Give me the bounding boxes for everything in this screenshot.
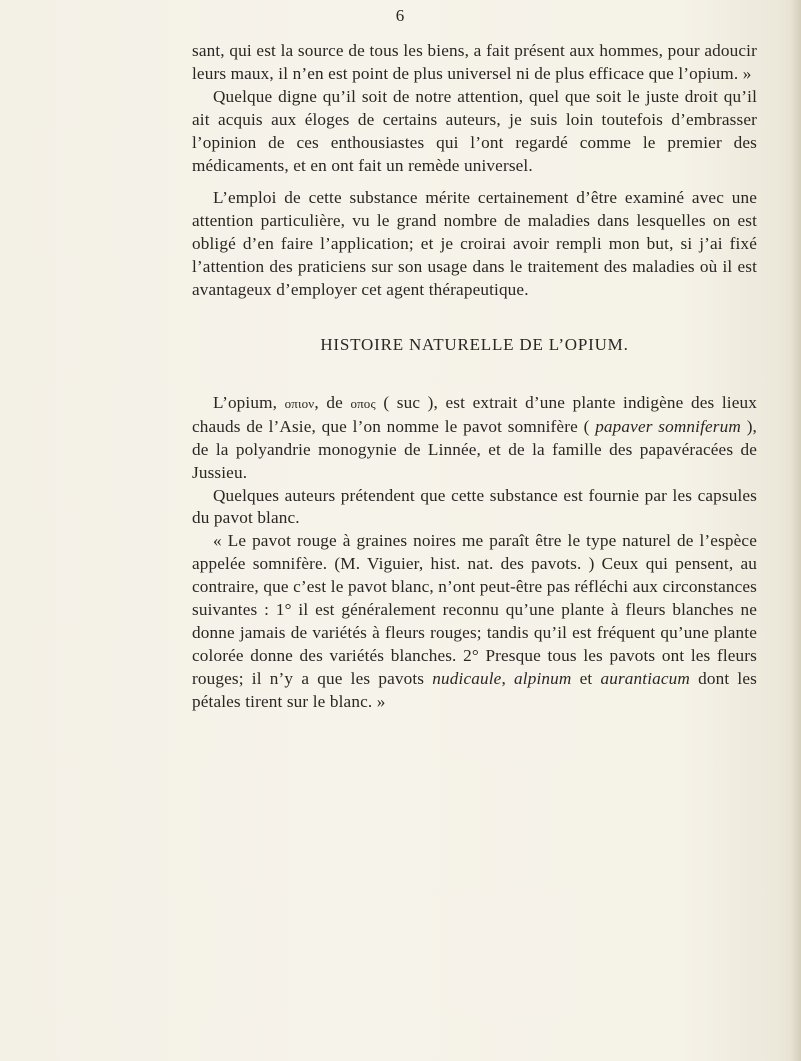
species-and: et	[579, 668, 593, 688]
species-alpinum: alpinum	[514, 668, 572, 688]
paragraph-emploi: L’emploi de cette substance mérite certainement d’être examiné avec une attention particulière, vu le grand nombre de maladies dans lesquelles on est obligé d’en faire l’application; et je croirai avoir rempli mon but, si j’ai fixé l’attention des praticiens sur son usage dans le traitement des maladies où il est avantageux d’employer cet agent thérapeutique.	[192, 188, 757, 300]
latin-name: papaver somniferum	[595, 416, 741, 436]
page-number: 6	[395, 6, 405, 25]
paragraph-opium-definition	[192, 392, 757, 485]
species-aurantiacum: aurantiacum	[600, 668, 690, 688]
page-edge-shadow	[791, 0, 801, 1061]
species-separator: ,	[501, 668, 506, 688]
greek-opos: οπος	[350, 395, 376, 411]
opium-text-d: ), de la polyandrie monogynie de Linnée, et de la famille des papavéracées de Jussieu.	[192, 416, 758, 482]
paragraph-capsules: Quelques auteurs prétendent que cette substance est fournie par les capsules du pavot blanc.	[192, 485, 757, 528]
pavot-text-b: dont les pétales tirent sur le blanc. »	[192, 668, 757, 711]
section-heading: HISTOIRE NATURELLE DE L’OPIUM.	[320, 334, 629, 354]
greek-opion: οπιον	[284, 395, 315, 411]
species-nudicaule: nudicaule	[432, 668, 502, 688]
paragraph-pavot-rouge	[192, 530, 757, 713]
paragraph-attention: Quelque digne qu’il soit de notre attention, quel que soit le juste droit qu’il ait acquis aux éloges de certains auteurs, je suis loin toutefois d’embrasser l’opinion de ces enthousiastes qui l’ont regardé comme le premier des médicaments, et en ont fait un remède universel.	[192, 86, 757, 175]
opium-text-b: , de	[314, 392, 343, 412]
opium-text-c: ( suc ), est extrait d’une plante indigène des lieux chauds de l’Asie, que l’on nomme le pavot somnifère (	[192, 392, 757, 436]
opium-text-a: L’opium,	[213, 392, 278, 412]
pavot-text-a: « Le pavot rouge à graines noires me paraît être le type naturel de l’espèce appelée somnifère. (M. Viguier, hist. nat. des pavots. ) Ceux qui pensent, au contraire, que c’est le pavot blanc, n’ont peut-être pas réfléchi aux circonstances suivantes : 1° il est généralement reconnu qu’une plante à fleurs blanches ne donne jamais de variétés à fleurs rouges; tandis qu’il est fréquent qu’une plante colorée donne des variétés blanches. 2° Presque tous les pavots ont les fleurs rouges; il n’y a que les pavots	[192, 531, 757, 688]
paragraph-quote-end: sant, qui est la source de tous les biens, a fait présent aux hommes, pour adoucir leurs maux, il n’en est point de plus universel ni de plus efficace que l’opium. »	[192, 41, 757, 83]
text-block	[192, 40, 757, 714]
